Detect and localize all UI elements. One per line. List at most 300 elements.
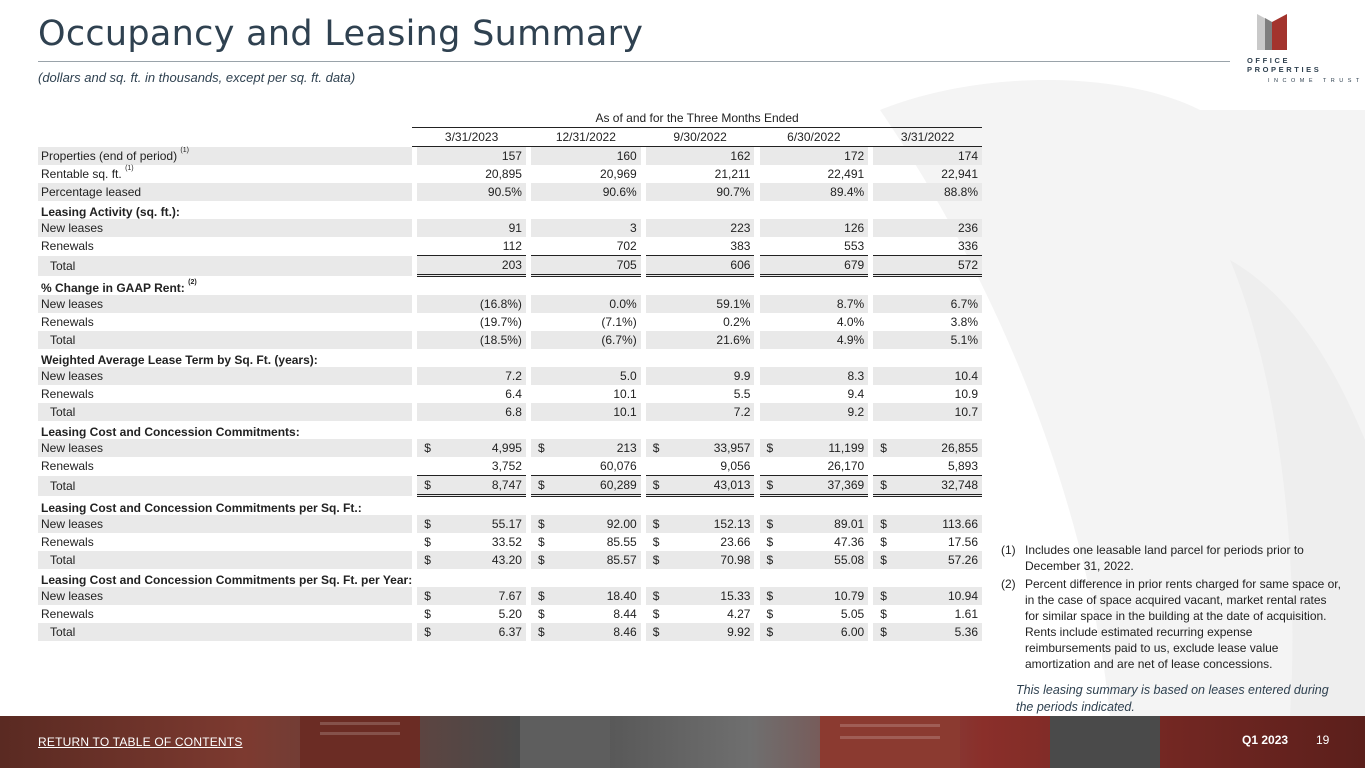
row-label-text: Properties (end of period)	[41, 148, 178, 163]
row-label-text: Rentable sq. ft.	[41, 167, 122, 181]
total-row	[38, 551, 982, 569]
table-cell	[531, 476, 641, 496]
cell-value: 702	[616, 239, 637, 253]
total-row	[38, 331, 982, 349]
table-cell	[531, 165, 641, 183]
cell-value: 89.01	[834, 517, 865, 531]
table-cell	[531, 533, 641, 551]
cell-value: 43.20	[491, 553, 522, 567]
table-row	[38, 147, 982, 166]
dollar-sign: $	[424, 607, 431, 621]
footnote-ref: (1)	[125, 165, 134, 172]
row-label	[38, 569, 412, 587]
dollar-sign: $	[424, 625, 431, 639]
leasing-summary-note: This leasing summary is based on leases entered during the periods indicated.	[1016, 683, 1329, 714]
leasing-summary-table	[38, 109, 982, 641]
cell-value: 10.1	[613, 387, 637, 401]
dollar-sign: $	[537, 625, 545, 639]
table-cell	[417, 147, 526, 166]
cell-value: 55.08	[834, 553, 865, 567]
table-cell	[760, 256, 869, 276]
row-label-text: Total	[50, 553, 76, 567]
dollar-sign: $	[766, 553, 774, 567]
dollar-sign: $	[880, 517, 887, 531]
dollar-sign: $	[537, 441, 545, 455]
table-cell	[873, 256, 982, 276]
cell-value: 0.2%	[723, 315, 751, 329]
cell-value: 18.40	[606, 589, 637, 603]
row-label	[38, 476, 412, 496]
cell-value: 60,076	[600, 459, 637, 473]
row-label-text: Leasing Cost and Concession Commitments per Sq. Ft. per Year:	[41, 573, 413, 587]
table-cell	[760, 457, 869, 476]
cell-value: 336	[957, 239, 978, 253]
row-label-text: Total	[50, 625, 76, 639]
dollar-sign: $	[766, 478, 774, 492]
section-header-row	[38, 569, 982, 587]
cell-value: 6.37	[498, 625, 522, 639]
dollar-sign: $	[652, 441, 660, 455]
table-cell	[646, 605, 755, 623]
table-cell	[873, 623, 982, 641]
row-label	[38, 183, 412, 201]
cell-value: 91	[508, 221, 522, 235]
table-cell	[531, 623, 641, 641]
dollar-sign: $	[766, 589, 774, 603]
row-label-text: New leases	[41, 221, 104, 235]
cell-value: 3	[630, 221, 637, 235]
dollar-sign: $	[537, 478, 545, 492]
table-cell	[760, 515, 869, 533]
table-cell	[417, 476, 526, 496]
dollar-sign: $	[652, 535, 660, 549]
cell-value: (6.7%)	[601, 333, 637, 347]
table-cell	[531, 367, 641, 385]
cell-value: 1.61	[954, 607, 978, 621]
cell-value: 8.3	[847, 369, 865, 383]
table-cell	[646, 623, 755, 641]
cell-value: 223	[730, 221, 751, 235]
group-header-row	[38, 109, 982, 128]
table-cell	[646, 237, 755, 256]
cell-value: 11,199	[828, 441, 865, 455]
table-cell	[873, 476, 982, 496]
cell-value: 90.5%	[487, 185, 522, 199]
row-label	[38, 605, 412, 623]
row-label-text: Renewals	[41, 239, 94, 254]
table-cell	[760, 533, 869, 551]
cell-value: 37,369	[827, 478, 865, 492]
row-label-text: New leases	[41, 369, 104, 383]
row-label-text: Leasing Cost and Concession Commitments:	[41, 425, 300, 439]
cell-value: 15.33	[720, 589, 751, 603]
dollar-sign: $	[537, 607, 545, 621]
table-cell	[646, 147, 755, 166]
table-row	[38, 385, 982, 403]
footnote	[1001, 542, 1341, 574]
table-cell	[417, 439, 526, 457]
table-cell	[531, 256, 641, 276]
table-cell	[873, 403, 982, 421]
table-cell	[760, 403, 869, 421]
row-label	[38, 219, 412, 237]
cell-value: 20,895	[485, 167, 522, 181]
cell-value: 10.4	[954, 369, 978, 383]
footnote-key: (2)	[1001, 577, 1016, 591]
row-label	[38, 313, 412, 331]
dollar-sign: $	[424, 535, 431, 549]
cell-value: 8.44	[613, 607, 637, 621]
cell-value: 33.52	[491, 535, 522, 549]
table-row	[38, 219, 982, 237]
table-cell	[417, 165, 526, 183]
table-cell	[646, 367, 755, 385]
table-cell	[417, 331, 526, 349]
row-label-text: Total	[50, 333, 76, 347]
row-label-text: New leases	[41, 589, 104, 603]
dollar-sign: $	[652, 625, 660, 639]
cell-value: 679	[844, 258, 865, 272]
cell-value: 160	[616, 149, 637, 163]
cell-value: 43,013	[713, 478, 751, 492]
table-cell	[760, 551, 869, 569]
cell-value: 5,893	[947, 459, 978, 473]
column-header: 3/31/2023	[417, 128, 526, 147]
footnote-text: Percent difference in prior rents charged for same space or, in the case of space acquired vacant, market rental rates for similar space in the building at the date of acquisition. Rents include estimated recurring expense reimbursements paid to us, exclude lease value amortization and are net of lease concessions.	[1025, 577, 1341, 671]
cell-value: 5.36	[954, 625, 978, 639]
table-cell	[417, 515, 526, 533]
dollar-sign: $	[424, 553, 431, 567]
table-cell	[646, 385, 755, 403]
dollar-sign: $	[537, 535, 545, 549]
table-cell	[760, 605, 869, 623]
cell-value: 112	[502, 239, 522, 253]
section-header-row	[38, 201, 982, 219]
dollar-sign: $	[537, 517, 545, 531]
row-label	[38, 331, 412, 349]
table-cell	[417, 587, 526, 605]
cell-value: 90.6%	[602, 185, 637, 199]
return-to-toc-link[interactable]: RETURN TO TABLE OF CONTENTS	[38, 735, 243, 749]
table-cell	[646, 551, 755, 569]
cell-value: 26,855	[941, 441, 978, 455]
table-cell	[531, 587, 641, 605]
table-cell	[873, 183, 982, 201]
table-cell	[873, 295, 982, 313]
row-label	[38, 421, 412, 439]
table-cell	[873, 587, 982, 605]
table-cell	[531, 219, 641, 237]
dollar-sign: $	[880, 553, 887, 567]
row-label-text: New leases	[41, 297, 104, 311]
footnote-ref: (2)	[188, 279, 197, 286]
table-cell	[873, 551, 982, 569]
row-label-text: Leasing Activity (sq. ft.):	[41, 205, 180, 219]
row-label	[38, 515, 412, 533]
table-cell	[873, 147, 982, 166]
cell-value: 3,752	[491, 459, 522, 473]
row-label	[38, 165, 412, 183]
cell-value: 22,491	[827, 167, 865, 181]
table-cell	[760, 219, 869, 237]
table-row	[38, 237, 982, 256]
cell-value: 4.0%	[836, 315, 865, 329]
row-label-text: Renewals	[41, 315, 94, 329]
row-label-text: New leases	[41, 441, 104, 455]
footnotes	[1001, 542, 1341, 674]
table-cell	[531, 515, 641, 533]
cell-value: 7.67	[498, 589, 522, 603]
cell-value: 23.66	[720, 535, 751, 549]
column-header: 9/30/2022	[646, 128, 755, 147]
table-cell	[417, 367, 526, 385]
cell-value: (18.5%)	[479, 333, 522, 347]
column-header: 12/31/2022	[531, 128, 641, 147]
cell-value: 70.98	[720, 553, 751, 567]
row-label	[38, 201, 412, 219]
table-cell	[417, 313, 526, 331]
table-cell	[646, 165, 755, 183]
table-cell	[417, 533, 526, 551]
cell-value: 113.66	[942, 517, 978, 531]
table-cell	[531, 403, 641, 421]
group-header: As of and for the Three Months Ended	[595, 111, 799, 125]
footnote-ref: (1)	[180, 146, 189, 154]
cell-value: 162	[730, 149, 751, 163]
cell-value: 10.94	[947, 589, 978, 603]
table-cell	[760, 237, 869, 256]
table-cell	[417, 219, 526, 237]
table-cell	[760, 165, 869, 183]
dollar-sign: $	[880, 441, 887, 455]
footnote	[1001, 576, 1341, 672]
table-cell	[646, 457, 755, 476]
table-cell	[417, 385, 526, 403]
page-number: 19	[1316, 733, 1330, 747]
cell-value: 9,056	[720, 459, 751, 473]
cell-value: 606	[730, 258, 751, 272]
table-cell	[646, 476, 755, 496]
table-cell	[646, 219, 755, 237]
cell-value: 60,289	[600, 478, 637, 492]
total-row	[38, 623, 982, 641]
table-cell	[646, 515, 755, 533]
dollar-sign: $	[766, 517, 774, 531]
row-label	[38, 147, 412, 166]
table-cell	[646, 533, 755, 551]
cell-value: 92.00	[606, 517, 637, 531]
cell-value: 9.4	[847, 387, 865, 401]
row-label	[38, 457, 412, 476]
cell-value: 152.13	[713, 517, 751, 531]
table-cell	[873, 367, 982, 385]
dollar-sign: $	[652, 607, 660, 621]
table-cell	[760, 439, 869, 457]
cell-value: 5.20	[498, 607, 522, 621]
table-cell	[417, 623, 526, 641]
cell-value: 26,170	[827, 459, 865, 473]
row-label	[38, 533, 412, 551]
row-label-text: Renewals	[41, 387, 94, 401]
table-cell	[873, 533, 982, 551]
table-row	[38, 165, 982, 183]
total-row	[38, 403, 982, 421]
cell-value: 705	[616, 258, 637, 272]
row-label	[38, 551, 412, 569]
dollar-sign: $	[424, 517, 431, 531]
table-cell	[873, 219, 982, 237]
table-cell	[873, 515, 982, 533]
table-cell	[531, 385, 641, 403]
table-cell	[646, 587, 755, 605]
row-label-text: Weighted Average Lease Term by Sq. Ft. (years):	[41, 353, 318, 367]
dollar-sign: $	[766, 535, 774, 549]
row-label-text: Total	[50, 478, 76, 493]
cell-value: 157	[501, 149, 522, 163]
row-label	[38, 349, 412, 367]
section-header-row	[38, 349, 982, 367]
table-cell	[531, 605, 641, 623]
total-row	[38, 256, 982, 276]
period-header-row	[38, 128, 982, 147]
table-cell	[417, 457, 526, 476]
table-cell	[760, 331, 869, 349]
table-cell	[760, 367, 869, 385]
cell-value: 8,747	[491, 478, 522, 492]
table-cell	[760, 295, 869, 313]
row-label-text: Renewals	[41, 459, 94, 474]
table-row	[38, 367, 982, 385]
row-label-text: Renewals	[41, 607, 94, 621]
row-label	[38, 623, 412, 641]
row-label-text: % Change in GAAP Rent:	[41, 281, 185, 295]
cell-value: 5.1%	[950, 333, 978, 347]
dollar-sign: $	[652, 589, 660, 603]
cell-value: 7.2	[505, 369, 522, 383]
table-row	[38, 313, 982, 331]
cell-value: 47.36	[834, 535, 865, 549]
column-header: 3/31/2022	[873, 128, 982, 147]
cell-value: 203	[501, 258, 522, 272]
cell-value: 88.8%	[943, 185, 978, 199]
table-cell	[646, 403, 755, 421]
row-label-text: New leases	[41, 517, 104, 531]
row-label	[38, 256, 412, 276]
table-cell	[417, 237, 526, 256]
table-cell	[417, 256, 526, 276]
table-cell	[760, 183, 869, 201]
table-row	[38, 515, 982, 533]
row-label-text: Renewals	[41, 535, 94, 549]
table-row	[38, 605, 982, 623]
section-header-row	[38, 421, 982, 439]
company-logo	[1240, 14, 1364, 84]
table-row	[38, 439, 982, 457]
dollar-sign: $	[880, 478, 887, 492]
total-row	[38, 476, 982, 496]
logo-mark-icon	[1257, 14, 1287, 50]
cell-value: 553	[844, 239, 865, 253]
row-label	[38, 439, 412, 457]
cell-value: 4.27	[727, 607, 751, 621]
cell-value: 126	[844, 221, 865, 235]
table-cell	[646, 331, 755, 349]
table-cell	[760, 623, 869, 641]
table-cell	[760, 313, 869, 331]
cell-value: 17.56	[947, 535, 978, 549]
cell-value: 8.46	[613, 625, 637, 639]
dollar-sign: $	[880, 625, 887, 639]
cell-value: 4,995	[491, 441, 522, 455]
cell-value: 22,941	[941, 167, 978, 181]
cell-value: (16.8%)	[479, 297, 522, 311]
row-label	[38, 496, 412, 516]
cell-value: 5.5	[733, 387, 751, 401]
cell-value: 10.1	[613, 405, 637, 419]
cell-value: 33,957	[713, 441, 751, 455]
table-cell	[646, 256, 755, 276]
table-cell	[873, 331, 982, 349]
table-cell	[646, 439, 755, 457]
section-header-row	[38, 496, 982, 516]
cell-value: 5.0	[620, 369, 637, 383]
row-label	[38, 295, 412, 313]
table-cell	[873, 165, 982, 183]
table-row	[38, 587, 982, 605]
cell-value: 21,211	[714, 167, 751, 181]
table-cell	[417, 551, 526, 569]
cell-value: 6.00	[840, 625, 865, 639]
table-cell	[531, 147, 641, 166]
dollar-sign: $	[880, 535, 887, 549]
dollar-sign: $	[652, 517, 660, 531]
table-cell	[873, 237, 982, 256]
cell-value: 7.2	[733, 405, 751, 419]
page-subtitle: (dollars and sq. ft. in thousands, except per sq. ft. data)	[38, 70, 356, 85]
dollar-sign: $	[424, 478, 431, 492]
table-cell	[873, 457, 982, 476]
cell-value: 20,969	[600, 167, 637, 181]
cell-value: 0.0%	[609, 297, 637, 311]
column-header: 6/30/2022	[760, 128, 869, 147]
cell-value: 9.9	[733, 369, 751, 383]
table-cell	[531, 183, 641, 201]
cell-value: 10.7	[954, 405, 978, 419]
row-label-text: Percentage leased	[41, 185, 142, 199]
table-cell	[646, 183, 755, 201]
table-cell	[531, 457, 641, 476]
table-cell	[760, 385, 869, 403]
cell-value: 5.05	[840, 607, 865, 621]
dollar-sign: $	[880, 607, 887, 621]
quarter-label: Q1 2023	[1242, 733, 1289, 747]
cell-value: (19.7%)	[479, 315, 522, 329]
cell-value: 57.26	[947, 553, 978, 567]
table-cell	[873, 439, 982, 457]
table-cell	[760, 147, 869, 166]
cell-value: 85.57	[606, 553, 637, 567]
cell-value: 172	[844, 149, 865, 163]
table-row	[38, 457, 982, 476]
table-cell	[531, 295, 641, 313]
cell-value: 21.6%	[716, 333, 751, 347]
cell-value: 236	[957, 221, 978, 235]
cell-value: 3.8%	[950, 315, 978, 329]
cell-value: 213	[616, 441, 637, 455]
cell-value: 4.9%	[836, 333, 865, 347]
table-cell	[417, 183, 526, 201]
row-label	[38, 587, 412, 605]
